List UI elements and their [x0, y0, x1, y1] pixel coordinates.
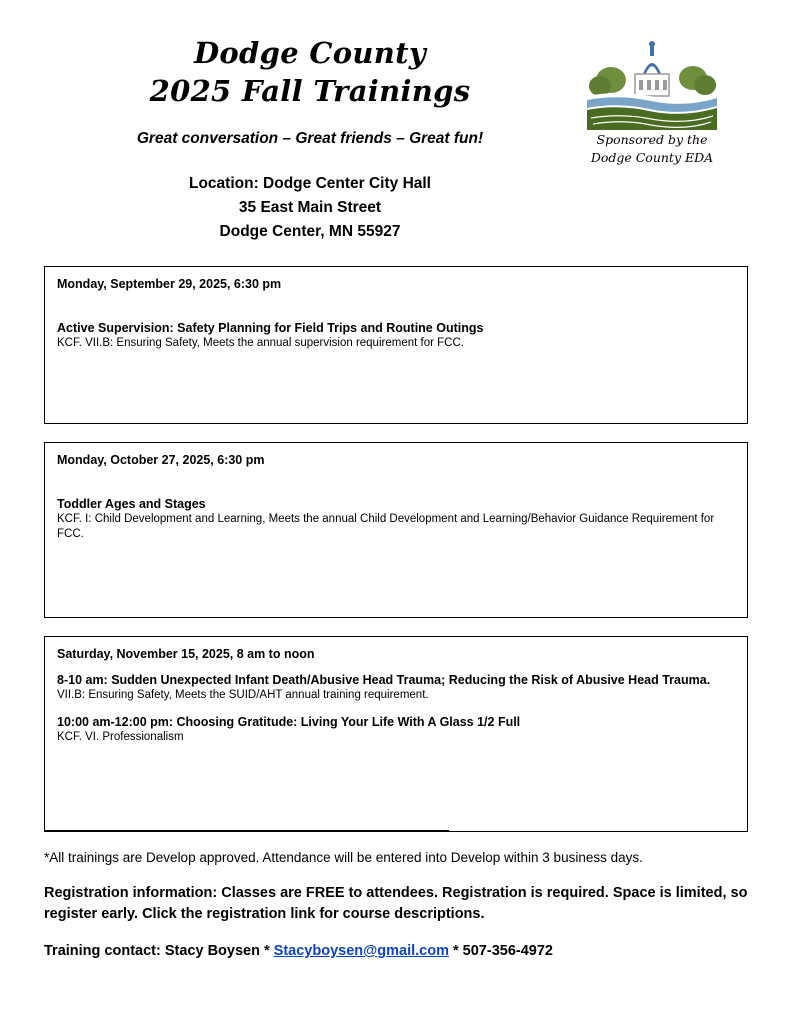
spacer — [57, 471, 735, 485]
location-line-2: 35 East Main Street — [238, 199, 382, 216]
session-item — [57, 497, 735, 542]
header — [0, 0, 792, 165]
session-item-title: 10:00 am-12:00 pm: Choosing Gratitude: Living Your Life With A Glass 1/2 Full — [57, 715, 521, 729]
session-item-title: Toddler Ages and Stages — [57, 497, 206, 511]
session-box — [44, 442, 748, 618]
session-item — [57, 715, 735, 745]
training-contact — [44, 943, 748, 959]
footer — [44, 850, 748, 959]
divider — [45, 830, 449, 831]
tagline: Great conversation – Great friends – Great fun! — [136, 130, 484, 147]
location-line-1: Location: Dodge Center City Hall — [189, 175, 431, 192]
contact-suffix: * 507-356-4972 — [448, 943, 553, 959]
page-title-line1: Dodge County — [193, 36, 427, 70]
session-date: Saturday, November 15, 2025, 8 am to noon — [57, 647, 315, 661]
develop-note: *All trainings are Develop approved. Attendance will be entered into Develop within 3 business days. — [44, 850, 643, 865]
logo-caption-line2: Dodge County EDA — [590, 150, 714, 165]
spacer — [57, 295, 735, 309]
session-item-description: KCF. VI. Professionalism — [57, 731, 184, 743]
contact-prefix: Training contact: Stacy Boysen * — [44, 943, 274, 959]
session-box — [44, 266, 748, 424]
session-box — [44, 636, 748, 832]
location-line-3: Dodge Center, MN 55927 — [219, 223, 401, 240]
location-block — [30, 172, 590, 244]
registration-info: Registration information: Classes are FREE to attendees. Registration is required. Space is limited, so register early. Click the registration link for course descriptions. — [44, 885, 748, 922]
dodge-county-eda-logo-icon — [587, 34, 717, 130]
session-item-title: 8-10 am: Sudden Unexpected Infant Death/Abusive Head Trauma; Reducing the Risk of Abusive Head Trauma. — [57, 673, 711, 687]
logo-caption-line1: Sponsored by the — [596, 132, 708, 147]
contact-email-link[interactable]: Stacyboysen@gmail.com — [273, 943, 449, 959]
session-item-description: VII.B: Ensuring Safety, Meets the SUID/AHT annual training requirement. — [57, 689, 429, 701]
session-item-description: KCF. I: Child Development and Learning, Meets the annual Child Development and Learning/Behavior Guidance Requirement for FCC. — [57, 513, 715, 540]
logo-block — [572, 34, 732, 166]
session-item-description: KCF. VII.B: Ensuring Safety, Meets the annual supervision requirement for FCC. — [57, 337, 464, 349]
session-date: Monday, October 27, 2025, 6:30 pm — [57, 453, 265, 467]
session-list — [44, 266, 748, 832]
title-block — [30, 34, 590, 110]
session-item — [57, 321, 735, 351]
session-item-title: Active Supervision: Safety Planning for Field Trips and Routine Outings — [57, 321, 484, 335]
session-date: Monday, September 29, 2025, 6:30 pm — [57, 277, 282, 291]
page-title-line2: 2025 Fall Trainings — [149, 74, 471, 108]
session-item — [57, 673, 735, 703]
